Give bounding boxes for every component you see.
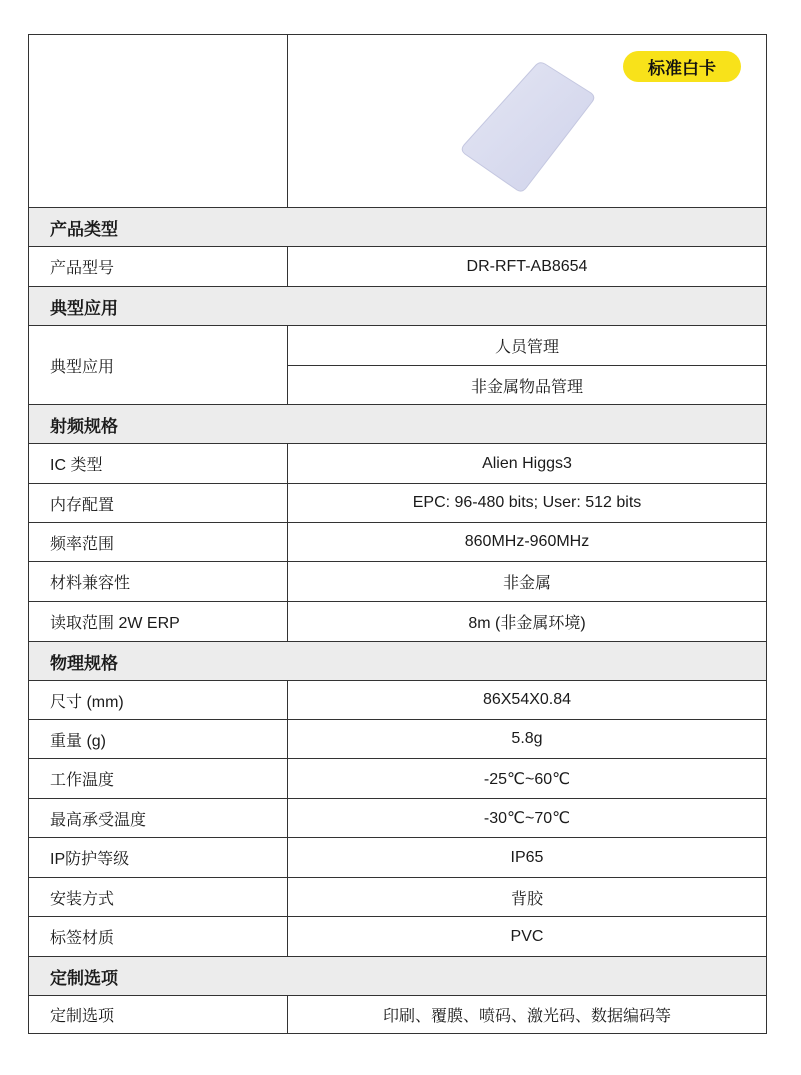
row-value: PVC	[510, 927, 544, 945]
row-value: DR-RFT-AB8654	[466, 257, 588, 275]
row-label: 安装方式	[29, 878, 288, 916]
row-value: -30℃~70℃	[483, 810, 571, 827]
row-value: Alien Higgs3	[482, 454, 572, 472]
row-label: 重量 (g)	[29, 720, 288, 758]
row-weight	[29, 720, 766, 759]
row-value: IP65	[510, 848, 544, 866]
row-ip	[29, 838, 766, 878]
section-title: 射频规格	[50, 416, 118, 436]
row-model	[29, 247, 766, 287]
row-value: 人员管理	[494, 339, 559, 356]
section-title: 物理规格	[50, 653, 118, 673]
section-custom	[29, 957, 766, 996]
white-card-image	[460, 61, 596, 193]
row-work-temp	[29, 759, 766, 799]
row-value: 非金属物品管理	[288, 365, 766, 404]
row-value: 印刷、覆膜、喷码、激光码、数据编码等	[382, 1008, 671, 1025]
row-label: 读取范围 2W ERP	[29, 602, 288, 641]
row-label: 工作温度	[29, 759, 288, 798]
section-title: 产品类型	[50, 219, 118, 239]
row-size	[29, 681, 766, 720]
spec-table	[28, 34, 767, 1034]
row-label: 内存配置	[29, 484, 288, 522]
row-value: 非金属	[502, 575, 551, 592]
product-image-cell	[288, 35, 766, 207]
row-mount	[29, 878, 766, 917]
row-custom	[29, 996, 766, 1033]
section-title: 定制选项	[50, 968, 118, 988]
row-application	[29, 326, 766, 405]
row-tag-material	[29, 917, 766, 957]
standard-white-card-badge: 标准白卡	[623, 51, 741, 82]
row-value: EPC: 96-480 bits; User: 512 bits	[412, 494, 642, 511]
row-read-range	[29, 602, 766, 642]
section-product-type	[29, 208, 766, 247]
row-value: 8m (非金属环境)	[468, 615, 586, 632]
section-physical	[29, 642, 766, 681]
row-label: 典型应用	[29, 326, 288, 404]
row-max-temp	[29, 799, 766, 838]
section-application	[29, 287, 766, 326]
row-label: 尺寸 (mm)	[29, 681, 288, 719]
section-title: 典型应用	[50, 298, 118, 318]
row-value: 860MHz-960MHz	[464, 533, 590, 550]
row-memory	[29, 484, 766, 523]
row-label: IC 类型	[29, 444, 288, 483]
row-label: 最高承受温度	[29, 799, 288, 837]
row-label: 产品型号	[29, 247, 288, 286]
row-material	[29, 562, 766, 602]
image-row	[29, 35, 766, 208]
row-value: -25℃~60℃	[483, 770, 571, 788]
image-row-empty-cell	[29, 35, 288, 207]
row-value: 5.8g	[511, 730, 543, 747]
row-label: 标签材质	[29, 917, 288, 956]
row-value: 背胶	[510, 890, 543, 908]
row-ic	[29, 444, 766, 484]
row-label: IP防护等级	[29, 838, 288, 877]
section-rf	[29, 405, 766, 444]
row-value: 86X54X0.84	[482, 691, 572, 708]
row-frequency	[29, 523, 766, 562]
row-label: 材料兼容性	[29, 562, 288, 601]
row-label: 频率范围	[29, 523, 288, 561]
row-label: 定制选项	[29, 996, 288, 1033]
